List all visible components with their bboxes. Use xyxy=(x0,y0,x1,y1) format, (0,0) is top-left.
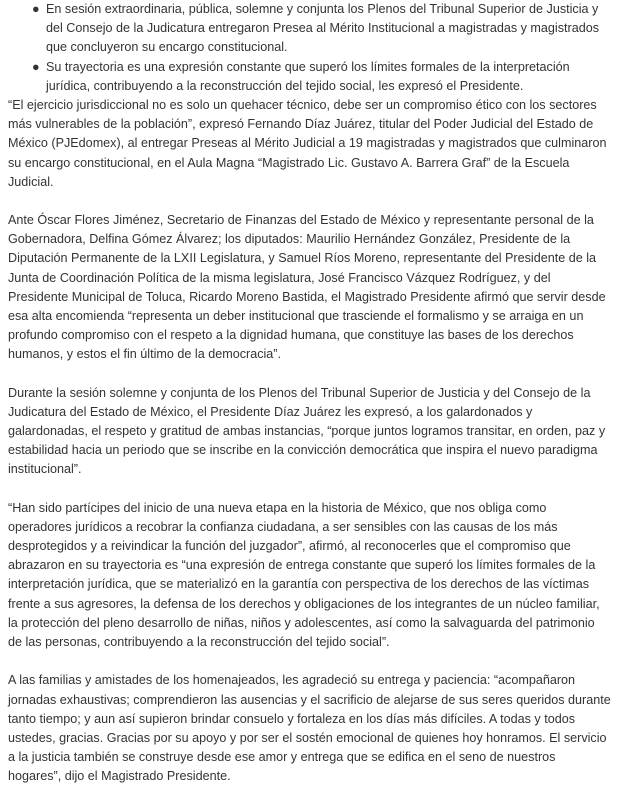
summary-bullet-item xyxy=(32,58,611,96)
summary-bullet-list xyxy=(8,0,611,96)
summary-bullet-text: En sesión extraordinaria, pública, solemne y conjunta los Plenos del Tribunal Superior de Justicia y del Consejo de la Judicatura entregaron Presea al Mérito Institucional a magistradas y magistrados que concluyeron su encargo constitucional. xyxy=(46,2,600,55)
article-paragraph: A las familias y amistades de los homenajeados, les agradeció su entrega y paciencia: “acompañaron jornadas exhaustivas; comprendieron las ausencias y el sacrificio de alejarse de sus seres queridos durante tanto tiempo; y aun así supieron brindar consuelo y fortaleza en los días más difíciles. A todas y todos ustedes, gracias. Gracias por su apoyo y por ser el sostén emocional de quienes hoy honramos. El servicio a la justicia también se construye desde ese amor y entrega que se edifica en el seno de nuestros hogares”, dijo el Magistrado Presidente. xyxy=(8,673,611,784)
article-paragraph: Ante Óscar Flores Jiménez, Secretario de Finanzas del Estado de México y representante personal de la Gobernadora, Delfina Gómez Álvarez; los diputados: Maurilio Hernández González, Presidente de la Diputación Permanente de la LXII Legislatura, y Samuel Ríos Moreno, representante del Presidente de la Junta de Coordinación Política de la misma legislatura, José Francisco Vázquez Rodríguez, y del Presidente Municipal de Toluca, Ricardo Moreno Bastida, el Magistrado Presidente afirmó que servir desde esa alta encomienda “representa un deber institucional que trasciende el formalismo y se arraiga en un profundo compromiso con el respeto a la dignidad humana, que constituye las bases de los derechos humanos, y estos el fin último de la democracia”. xyxy=(8,213,606,362)
article-paragraph: Durante la sesión solemne y conjunta de los Plenos del Tribunal Superior de Justicia y del Consejo de la Judicatura del Estado de México, el Presidente Díaz Juárez les expresó, a los galardonados y galardonadas, el respeto y gratitud de ambas instancias, “porque juntos logramos transitar, en orden, paz y estabilidad hacia un periodo que se inscribe en la convicción democrática que inspira el nuevo paradigma institucional”. xyxy=(8,385,606,477)
article-paragraph: “El ejercicio jurisdiccional no es solo un quehacer técnico, debe ser un compromiso ético con los sectores más vulnerables de la población”, expresó Fernando Díaz Juárez, titular del Poder Judicial del Estado de México (PJEdomex), al entregar Preseas al Mérito Judicial a 19 magistradas y magistrados que culminaron su encargo constitucional, en el Aula Magna “Magistrado Lic. Gustavo A. Barrera Graf” de la Escuela Judicial. xyxy=(8,98,607,189)
article-paragraph: “Han sido partícipes del inicio de una nueva etapa en la historia de México, que nos obliga como operadores jurídicos a recobrar la confianza ciudadana, a ser sensibles con las causas de los más desprotegidos y a reivindicar la función del juzgador”, afirmó, al reconocerles que el compromiso que abrazaron en su trayectoria es “una expresión de entrega constante que superó los límites formales de la interpretación jurídica, que se materializó en la garantía con perspectiva de los derechos de las víctimas frente a sus agresores, la defensa de los derechos y obligaciones de los integrantes de un núcleo familiar, la protección del pleno desarrollo de niñas, niños y adolescentes, así como la salvaguarda del patrimonio de las personas, contribuyendo a la reconstrucción del tejido social”. xyxy=(8,500,600,650)
summary-bullet-item xyxy=(32,0,611,58)
bullet-dot-icon: ● xyxy=(32,2,40,16)
summary-bullet-text: Su trayectoria es una expresión constante que superó los límites formales de la interpretación jurídica, contribuyendo a la reconstrucción del tejido social, les expresó el Presidente. xyxy=(46,59,570,93)
bullet-dot-icon: ● xyxy=(32,59,40,74)
